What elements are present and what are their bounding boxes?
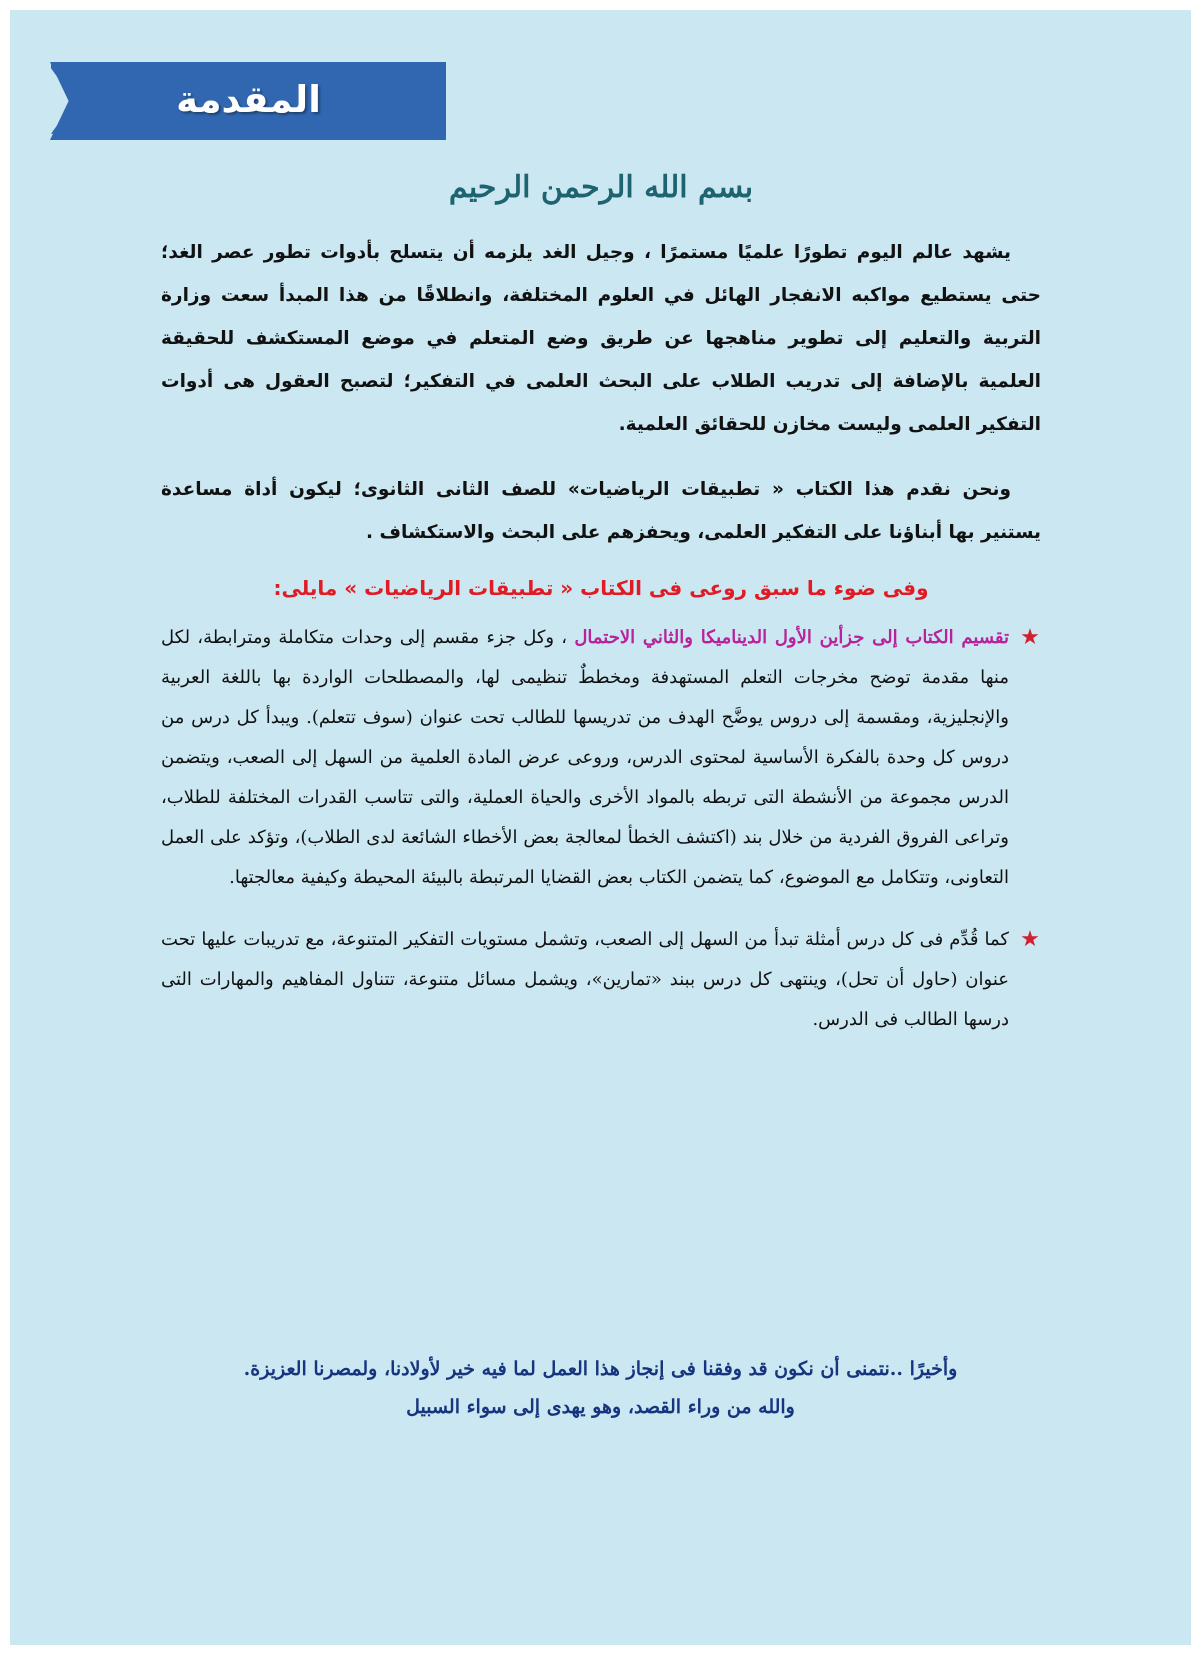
page-surface	[10, 10, 1191, 1645]
main-content	[161, 170, 1041, 1062]
star-icon: ★	[1020, 927, 1040, 952]
section-header-banner	[51, 62, 446, 140]
bullet-body: ، وكل جزء مقسم إلى وحدات متكاملة ومترابطة، لكل منها مقدمة توضح مخرجات التعلم المستهدفة ومخططٌ تنظيمى لها، والمصطلحات الواردة بها باللغة العربية والإنجليزية، ومقسمة إلى دروس يوضَّح الهدف من تدريسها للطالب تحت عنوان (سوف تتعلم). ويبدأ كل درس من دروس كل وحدة بالفكرة الأساسية لمحتوى الدرس، وروعى عرض المادة العلمية من السهل إلى الصعب، ويتضمن الدرس مجموعة من الأنشطة التى تربطه بالمواد الأخرى والحياة العملية، والتى تتاسب القدرات المختلفة للطلاب، وتراعى الفروق الفردية من خلال بند (اكتشف الخطأ لمعالجة بعض الأخطاء الشائعة لدى الطلاب)، وتؤكد على العمل التعاونى، وتتكامل مع الموضوع، كما يتضمن الكتاب بعض القضايا المرتبطة بالبيئة المحيطة وكيفية معالجتها.	[161, 627, 1009, 888]
bullet-body: كما قُدِّم فى كل درس أمثلة تبدأ من السهل إلى الصعب، وتشمل مستويات التفكير المتنوعة، مع تدريبات عليها تحت عنوان (حاول أن تحل)، وينتهى كل درس ببند «تمارين»، ويشمل مسائل متنوعة، تتناول المفاهيم والمهارات التى درسها الطالب فى الدرس.	[161, 929, 1009, 1030]
bullet-text	[161, 618, 1009, 898]
bullet-item-book-division	[161, 618, 1041, 898]
closing-line-2: والله من وراء القصد، وهو يهدى إلى سواء السبيل	[406, 1396, 795, 1418]
bullet-highlight: تقسيم الكتاب إلى جزأين الأول الديناميكا والثاني الاحتمال	[574, 627, 1009, 648]
basmala-line: بسم الله الرحمن الرحيم	[448, 170, 754, 205]
closing-note	[160, 1350, 1041, 1426]
bullet-item-examples-exercises	[161, 920, 1041, 1040]
star-icon: ★	[1020, 625, 1040, 650]
intro-paragraph-2: ونحن نقدم هذا الكتاب « تطبيقات الرياضيات» للصف الثانى الثانوى؛ ليكون أداة مساعدة يستنير بها أبناؤنا على التفكير العلمى، ويحفزهم على البحث والاستكشاف .	[161, 479, 1041, 543]
page-title: المقدمة	[176, 77, 321, 121]
intro-paragraph-1: يشهد عالم اليوم تطورًا علميًا مستمرًا ، وجيل الغد يلزمه أن يتسلح بأدوات تطور عصر الغد؛ حتى يستطيع مواكبه الانفجار الهائل في العلوم المختلفة، وانطلاقًا من هذا المبدأ سعت وزارة التربية والتعليم إلى تطوير مناهجها عن طريق وضع المتعلم في موضع المستكشف للحقيقة العلمية بالإضافة إلى تدريب الطلاب على البحث العلمى في التفكير؛ لتصبح العقول هى أدوات التفكير العلمى وليست مخازن للحقائق العلمية.	[161, 242, 1041, 435]
features-heading: وفى ضوء ما سبق روعى فى الكتاب « تطبيقات الرياضيات » مايلى:	[273, 576, 929, 600]
closing-line-1: وأخيرًا ..نتمنى أن نكون قد وفقنا فى إنجاز هذا العمل لما فيه خير لأولادنا، ولمصرنا العزيزة.	[243, 1358, 958, 1380]
bullet-text	[161, 920, 1009, 1040]
